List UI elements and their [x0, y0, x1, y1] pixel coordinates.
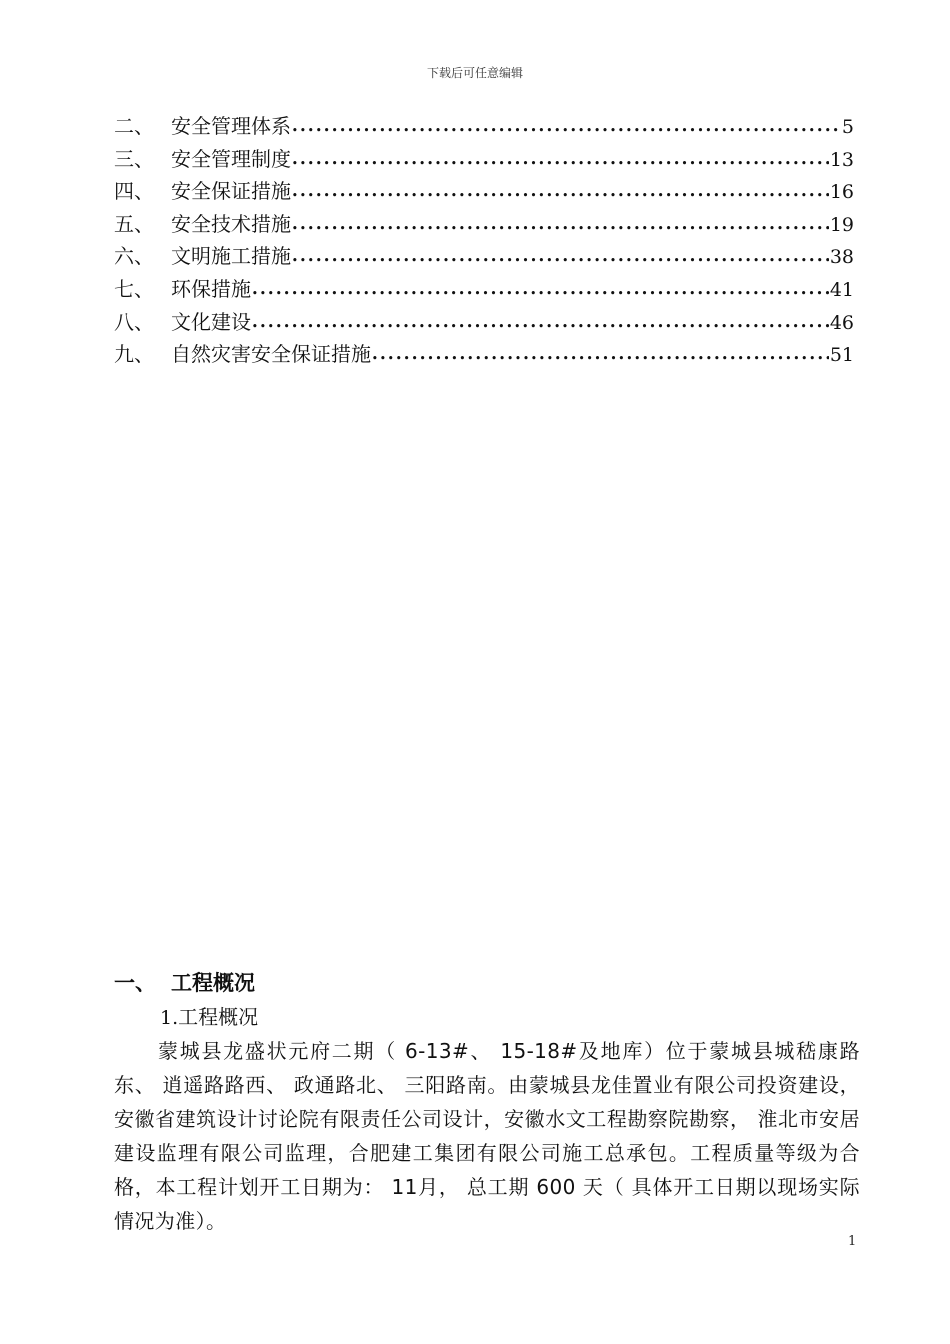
toc-entry-page: 16: [829, 181, 854, 204]
toc-dot-leader: [292, 145, 829, 180]
toc-dot-leader: [292, 112, 841, 147]
toc-entry[interactable]: [114, 338, 854, 371]
project-overview-section: [114, 966, 860, 1238]
overview-paragraph: 蒙城县龙盛状元府二期（ 6-13#、 15-18#及地库）位于蒙城县城嵇康路东、 逍遥路路西、 政通路北、 三阳路南。由蒙城县龙佳置业有限公司投资建设，安徽省建筑设计讨论院有限责任公司设计，安徽水文工程勘察院勘察， 淮北市安居建设监理有限公司监理，合肥建工集团有限公司施工总承包。工程质量等级为合格，本工程计划开工日期为： 11月， 总工期 600 天（ 具体开工日期以现场实际情况为准）。: [114, 1039, 860, 1233]
toc-entry-title: 文化建设: [171, 309, 251, 334]
toc-entry-number: 九、: [114, 342, 154, 367]
toc-entry-title: 安全技术措施: [171, 211, 291, 236]
section-number: 一、: [114, 971, 156, 995]
toc-entry-number: 二、: [114, 114, 154, 138]
toc-entry-page: 41: [829, 278, 854, 301]
toc-entry-number: 六、: [114, 244, 154, 269]
page-number: 1: [848, 1234, 857, 1249]
table-of-contents: [114, 110, 854, 371]
toc-entry[interactable]: [114, 175, 854, 208]
toc-dot-leader: [372, 340, 829, 375]
toc-entry-title: 自然灾害安全保证措施: [171, 342, 371, 367]
toc-entry-page: 5: [841, 116, 854, 138]
toc-entry-number: 四、: [114, 179, 154, 204]
toc-entry-number: 五、: [114, 211, 154, 236]
subsection-heading: [114, 1000, 860, 1034]
toc-dot-leader: [292, 242, 829, 277]
toc-entry-page: 46: [829, 311, 854, 334]
page-header: 下载后可任意编辑: [426, 66, 523, 80]
toc-entry-number: 八、: [114, 309, 154, 334]
toc-entry-page: 13: [829, 148, 854, 171]
toc-dot-leader: [292, 210, 829, 245]
toc-entry-title: 安全保证措施: [171, 179, 291, 204]
toc-entry[interactable]: [114, 143, 854, 176]
toc-dot-leader: [292, 177, 829, 212]
toc-entry[interactable]: [114, 208, 854, 241]
subsection-title: 工程概况: [178, 1005, 259, 1029]
toc-entry-page: 51: [829, 344, 854, 367]
toc-entry-title: 文明施工措施: [171, 244, 291, 269]
toc-entry[interactable]: [114, 110, 854, 143]
toc-entry-number: 三、: [114, 146, 154, 171]
toc-entry-number: 七、: [114, 276, 154, 301]
toc-entry-page: 19: [829, 213, 854, 236]
toc-entry[interactable]: [114, 306, 854, 339]
section-title: 工程概况: [171, 971, 255, 995]
toc-dot-leader: [252, 275, 829, 310]
section-heading: [114, 966, 860, 1000]
toc-entry-title: 安全管理制度: [171, 146, 291, 171]
toc-entry[interactable]: [114, 240, 854, 273]
toc-entry-title: 安全管理体系: [171, 114, 291, 138]
toc-entry-page: 38: [829, 246, 854, 269]
subsection-number: 1.: [160, 1007, 179, 1029]
toc-entry-title: 环保措施: [171, 276, 251, 301]
toc-entry[interactable]: [114, 273, 854, 306]
